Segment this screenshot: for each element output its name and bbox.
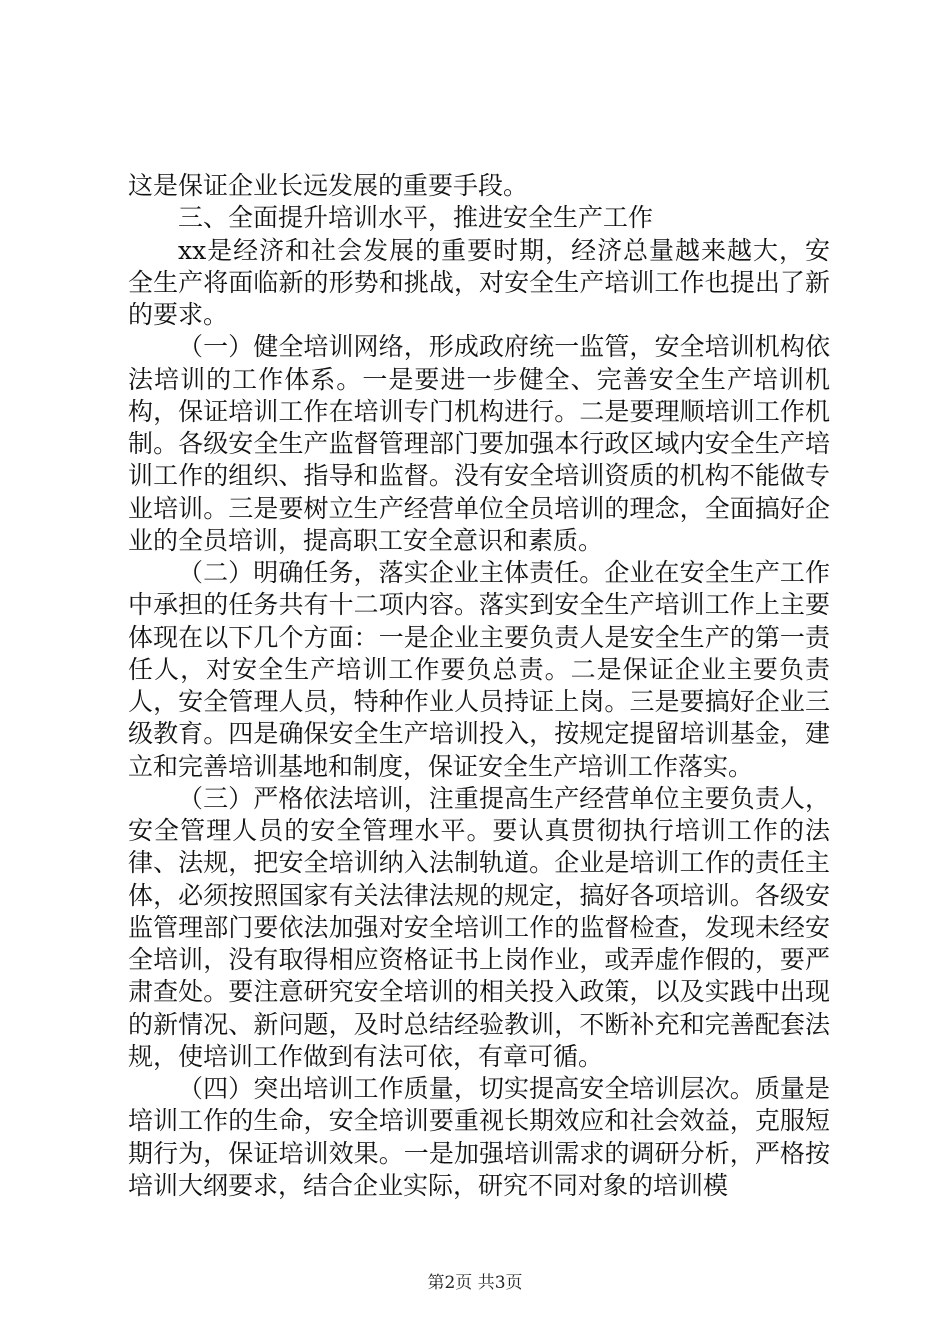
paragraph: （四）突出培训工作质量，切实提高安全培训层次。质量是培训工作的生命，安全培训要重视长期效应和社会效益，克服短期行为，保证培训效果。一是加强培训需求的调研分析，严格按培训大纲要求，结合企业实际，研究不同对象的培训模: [128, 1074, 830, 1200]
paragraph: 这是保证企业长远发展的重要手段。: [128, 171, 529, 200]
paragraph: （二）明确任务，落实企业主体责任。企业在安全生产工作中承担的任务共有十二项内容。落实到安全生产培训工作上主要体现在以下几个方面：一是企业主要负责人是安全生产的第一责任人，对安全生产培训工作要负总责。二是保证企业主要负责人，安全管理人员，特种作业人员持证上岗。三是要搞好企业三级教育。四是确保安全生产培训投入，按规定提留培训基金，建立和完善培训基地和制度，保证安全生产培训工作落实。: [128, 558, 830, 781]
page-footer: [0, 1272, 950, 1294]
document-body: [128, 170, 830, 1202]
paragraph: xx是经济和社会发展的重要时期，经济总量越来越大，安全生产将面临新的形势和挑战，对安全生产培训工作也提出了新的要求。: [128, 235, 830, 329]
paragraph: （三）严格依法培训，注重提高生产经营单位主要负责人，安全管理人员的安全管理水平。要认真贯彻执行培训工作的法律、法规，把安全培训纳入法制轨道。企业是培训工作的责任主体，必须按照国家有关法律法规的规定，搞好各项培训。各级安监管理部门要依法加强对安全培训工作的监督检查，发现未经安全培训，没有取得相应资格证书上岗作业，或弄虚作假的，要严肃查处。要注意研究安全培训的相关投入政策，以及实践中出现的新情况、新问题，及时总结经验教训，不断补充和完善配套法规，使培训工作做到有法可依，有章可循。: [128, 783, 830, 1071]
section-heading: 三、全面提升培训水平，推进安全生产工作: [178, 203, 654, 233]
paragraph: （一）健全培训网络，形成政府统一监管，安全培训机构依法培训的工作体系。一是要进一步健全、完善安全生产培训机构，保证培训工作在培训专门机构进行。二是要理顺培训工作机制。各级安全生产监督管理部门要加强本行政区域内安全生产培训工作的组织、指导和监督。没有安全培训资质的机构不能做专业培训。三是要树立生产经营单位全员培训的理念，全面搞好企业的全员培训，提高职工安全意识和素质。: [128, 332, 830, 555]
page-number: 第2页 共3页: [427, 1273, 523, 1293]
